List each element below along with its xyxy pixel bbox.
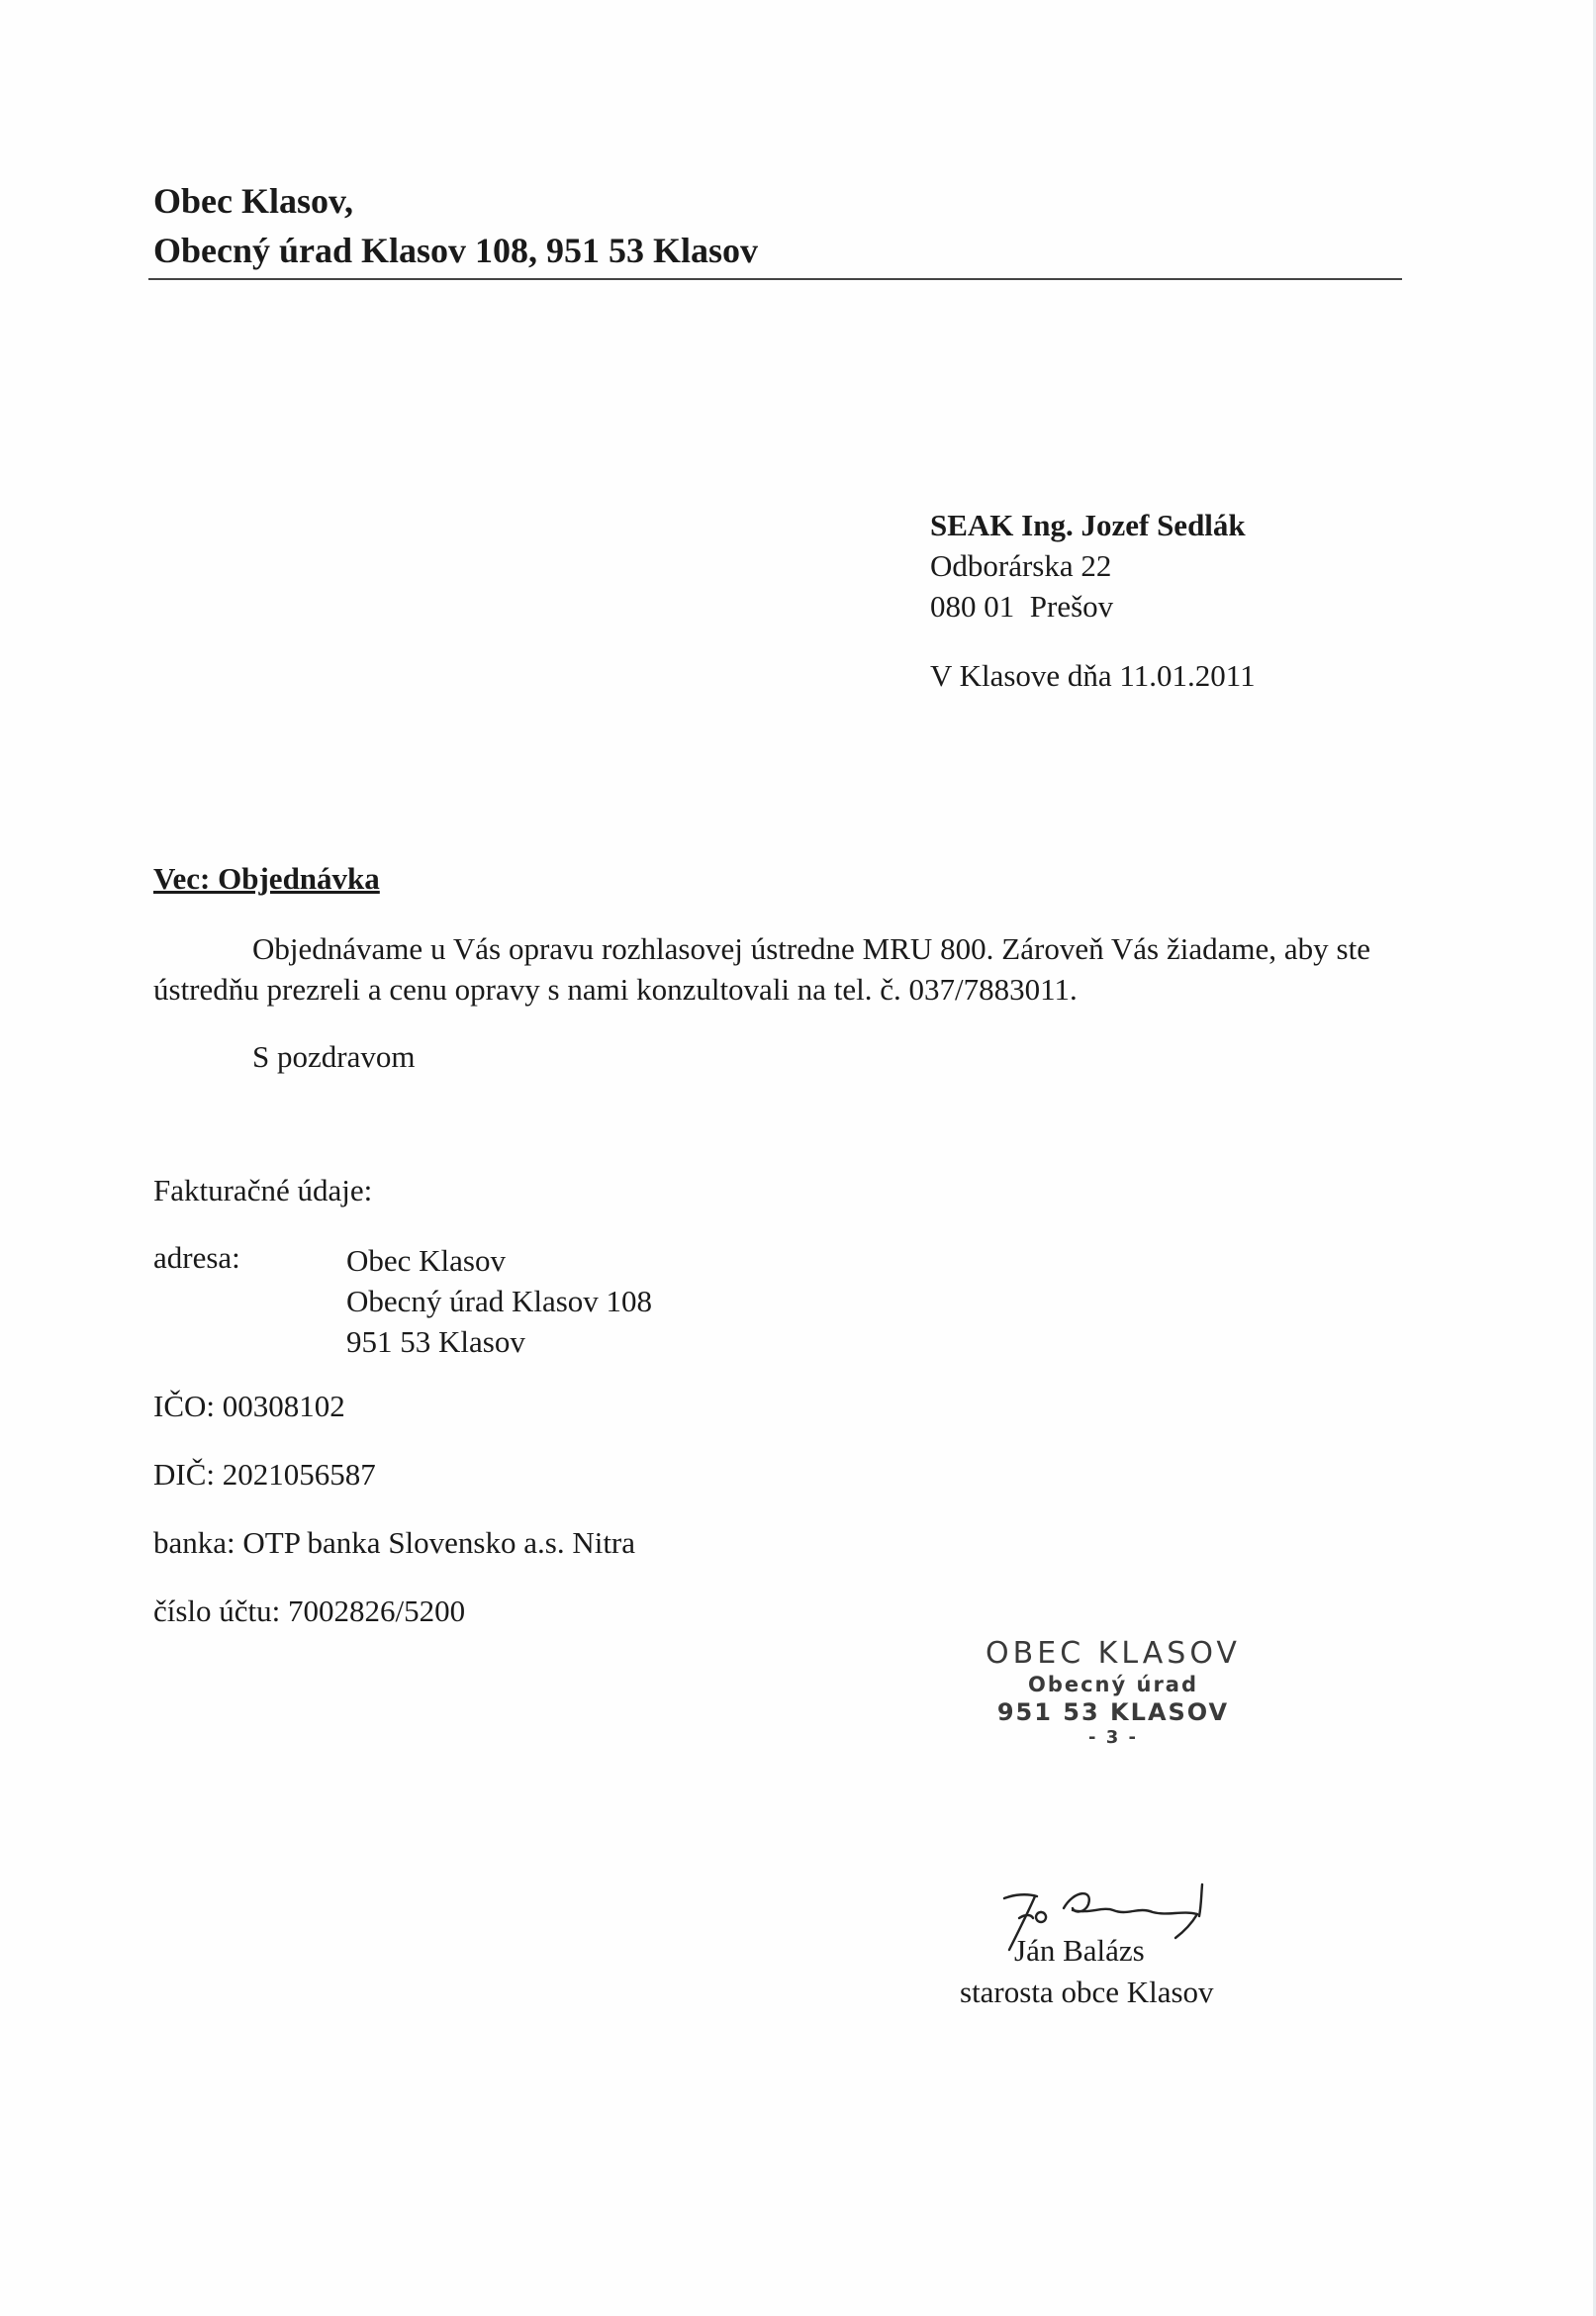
- bank-name: banka: OTP banka Slovensko a.s. Nitra: [153, 1525, 636, 1560]
- stamp-line-3: 951 53 KLASOV: [996, 1698, 1230, 1726]
- recipient-block: [930, 505, 1246, 627]
- recipient-name: SEAK Ing. Jozef Sedlák: [930, 508, 1246, 542]
- body-paragraph: Objednávame u Vás opravu rozhlasovej ústredne MRU 800. Zároveň Vás žiadame, aby ste ústredňu prezreli a cenu opravy s nami konzultovali na tel. č. 037/7883011.: [153, 931, 1370, 1007]
- letterhead-line-1: Obec Klasov,: [153, 181, 354, 221]
- stamp-line-2: Obecný úrad: [1027, 1673, 1199, 1696]
- billing-address: [346, 1240, 652, 1362]
- account-number: číslo účtu: 7002826/5200: [153, 1593, 466, 1628]
- stamp-line-1: OBEC KLASOV: [986, 1636, 1241, 1671]
- letterhead-rule: [148, 278, 1402, 280]
- dic-number: DIČ: 2021056587: [153, 1457, 376, 1492]
- letterhead: [153, 176, 758, 275]
- signer-role: starosta obce Klasov: [960, 1975, 1214, 2009]
- ico-number: IČO: 00308102: [153, 1389, 345, 1423]
- subject-line: Vec: Objednávka: [153, 861, 380, 896]
- closing-greeting: S pozdravom: [252, 1039, 416, 1074]
- recipient-city: 080 01 Prešov: [930, 589, 1114, 624]
- billing-heading: Fakturačné údaje:: [153, 1173, 373, 1207]
- recipient-street: Odborárska 22: [930, 548, 1112, 583]
- address-line: Obecný úrad Klasov 108: [346, 1284, 653, 1318]
- signer-name: Ján Balázs: [1014, 1933, 1145, 1968]
- official-stamp: [970, 1636, 1257, 1749]
- address-line: Obec Klasov: [346, 1243, 506, 1278]
- address-line: 951 53 Klasov: [346, 1324, 525, 1359]
- address-label: adresa:: [153, 1240, 240, 1275]
- letterhead-line-2: Obecný úrad Klasov 108, 951 53 Klasov: [153, 231, 759, 270]
- stamp-line-4: - 3 -: [1088, 1727, 1138, 1748]
- letter-date: V Klasove dňa 11.01.2011: [930, 658, 1256, 693]
